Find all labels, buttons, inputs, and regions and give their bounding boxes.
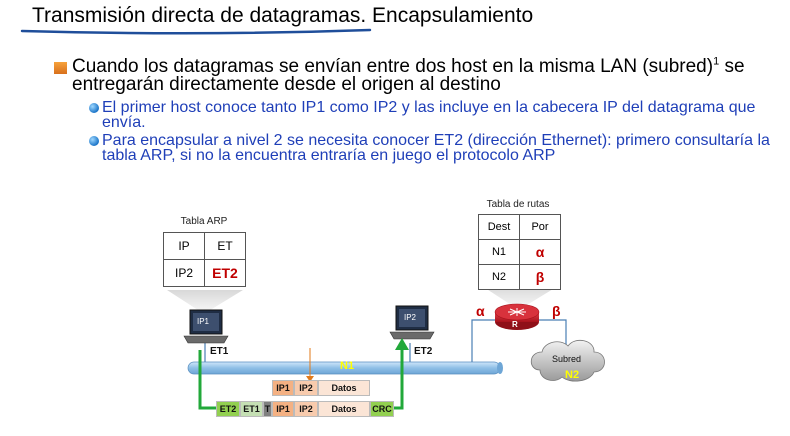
- router-port-alpha: α: [476, 303, 485, 319]
- arp-header-ip: IP: [164, 233, 205, 260]
- arp-cell-ip: IP2: [164, 260, 205, 287]
- host2-laptop-icon: [390, 306, 434, 339]
- route-cell-por: α: [520, 240, 561, 265]
- page-title: Transmisión directa de datagramas. Encapsulamiento: [32, 4, 534, 27]
- route-header-dest: Dest: [479, 215, 520, 240]
- frame-datos: Datos: [318, 401, 370, 417]
- router-label: R: [512, 320, 518, 329]
- frame-et1: ET1: [240, 401, 263, 417]
- bus-end-cap: [497, 362, 503, 374]
- sub-bullet-text: Para encapsular a nivel 2 se necesita conocer ET2 (dirección Ethernet): primero consultaría la tabla ARP, si no la encuentra entraría en juego el protocolo ARP: [102, 132, 770, 164]
- main-bullet-text-a: Cuando los datagramas se envían entre dos host en la misma LAN (subred): [72, 56, 714, 77]
- host2-ip-label: IP2: [404, 313, 417, 322]
- route-table-caption: Tabla de rutas: [486, 199, 550, 210]
- packet-ip2: IP2: [294, 380, 318, 396]
- route-cell-dest: N1: [479, 240, 520, 265]
- arp-table: [163, 232, 246, 287]
- route-header-por: Por: [520, 215, 561, 240]
- host2-et-label: ET2: [414, 346, 433, 357]
- router-link-beta: [537, 320, 566, 345]
- arp-cell-et: ET2: [205, 260, 246, 287]
- network-n2-label: N2: [565, 369, 580, 381]
- host1-et-label: ET1: [210, 346, 229, 357]
- title-underline: [22, 30, 370, 33]
- route-table: [478, 214, 561, 290]
- packet-datos: Datos: [318, 380, 370, 396]
- frame-et2: ET2: [216, 401, 240, 417]
- host1-laptop-icon: [184, 310, 228, 343]
- frame-type: T: [263, 401, 272, 417]
- host1-ip-label: IP1: [197, 317, 210, 326]
- arp-table-pointer: [167, 290, 243, 312]
- arp-table-caption: Tabla ARP: [180, 216, 228, 227]
- transmission-path: [200, 348, 402, 408]
- frame-ip2: IP2: [294, 401, 318, 417]
- router-link-alpha: [472, 320, 497, 362]
- router-port-beta: β: [552, 303, 561, 319]
- cloud-label: Subred: [552, 354, 582, 364]
- main-bullet-text-b: se entregarán directamente desde el origen al destino: [72, 56, 745, 95]
- network-n1-label: N1: [340, 360, 355, 372]
- route-cell-dest: N2: [479, 265, 520, 290]
- footnote-marker: 1: [713, 55, 720, 68]
- transmission-arrow-head: [395, 338, 409, 350]
- packet-ip1: IP1: [272, 380, 294, 396]
- frame-crc: CRC: [370, 401, 394, 417]
- sub-bullet-text: El primer host conoce tanto IP1 como IP2 y las incluye en la cabecera IP del datagrama que envía.: [102, 99, 756, 131]
- arp-header-et: ET: [205, 233, 246, 260]
- route-cell-por: β: [520, 265, 561, 290]
- frame-ip1: IP1: [272, 401, 294, 417]
